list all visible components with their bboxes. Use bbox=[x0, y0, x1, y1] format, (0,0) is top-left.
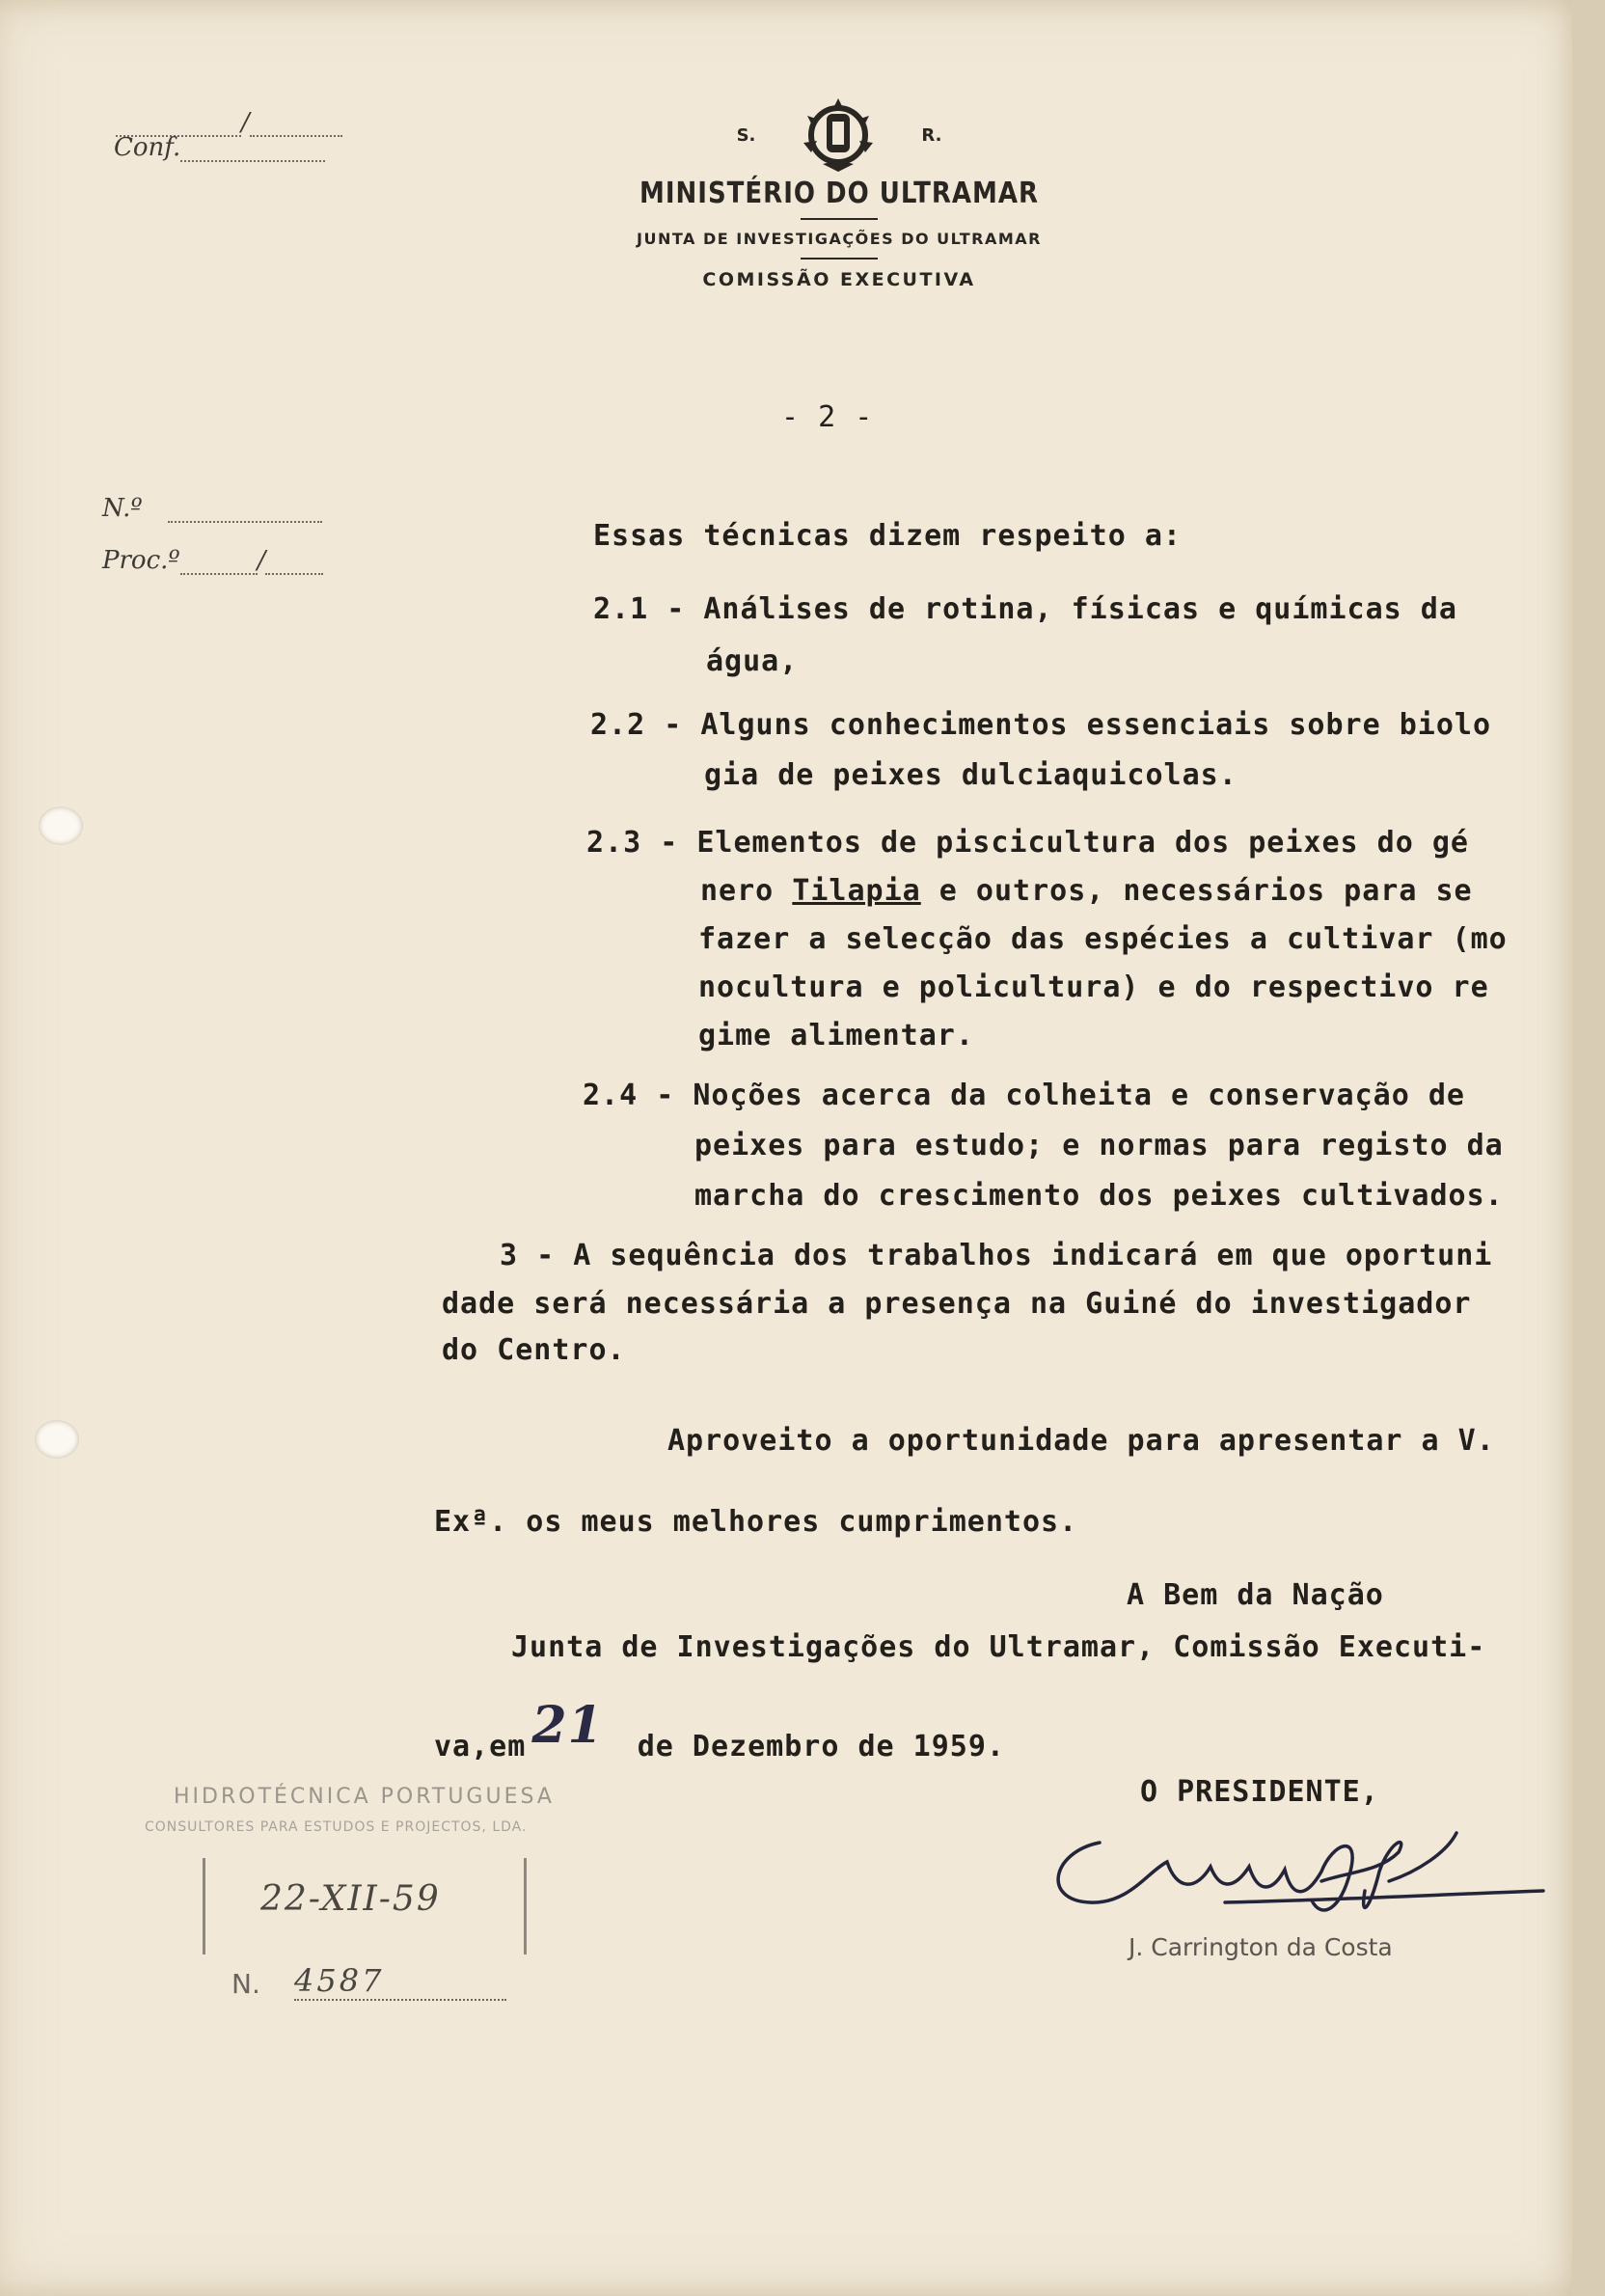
signatory-name: J. Carrington da Costa bbox=[1129, 1933, 1393, 1961]
divider bbox=[801, 258, 878, 260]
numero-field bbox=[102, 494, 322, 523]
item-2-2-line: gia de peixes dulciaquicolas. bbox=[704, 758, 1238, 792]
received-stamp bbox=[145, 1785, 598, 2016]
page-number: - 2 - bbox=[781, 400, 874, 434]
punch-hole bbox=[39, 806, 83, 845]
item-2-4-line: 2.4 - Noções acerca da colheita e conservação de bbox=[583, 1079, 1465, 1112]
salutation: A Bem da Nação bbox=[1127, 1578, 1384, 1612]
page-edge bbox=[1572, 0, 1605, 2296]
item-3-line: dade será necessária a presença na Guiné do investigador bbox=[442, 1287, 1472, 1321]
proc-label: Proc.º bbox=[102, 546, 180, 575]
conf-label: Conf. bbox=[114, 133, 181, 162]
stamp-company: HIDROTÉCNICA PORTUGUESA bbox=[174, 1785, 555, 1809]
letterhead bbox=[598, 96, 1080, 290]
comissao-name: COMISSÃO EXECUTIVA bbox=[702, 269, 976, 290]
item-2-4-line: marcha do crescimento dos peixes cultivados. bbox=[694, 1179, 1504, 1213]
stamp-date: 22-XII-59 bbox=[260, 1879, 441, 1919]
item-3-line: do Centro. bbox=[442, 1333, 626, 1367]
junta-name: JUNTA DE INVESTIGAÇÕES DO ULTRAMAR bbox=[637, 230, 1042, 248]
closing-line: Exª. os meus melhores cumprimentos. bbox=[434, 1505, 1078, 1539]
item-2-3-line: fazer a selecção das espécies a cultivar (mo bbox=[698, 922, 1508, 956]
item-2-2-line: 2.2 - Alguns conhecimentos essenciais sobre biolo bbox=[590, 708, 1492, 742]
letterhead-left-letter: S. bbox=[736, 124, 756, 146]
item-2-3-line: 2.3 - Elementos de piscicultura dos peixes do gé bbox=[586, 826, 1469, 860]
president-title: O PRESIDENTE, bbox=[1140, 1775, 1379, 1809]
numero-label: N.º bbox=[102, 494, 143, 523]
text-span: e outros, necessários para se bbox=[920, 874, 1473, 908]
stamp-number: 4587 bbox=[294, 1962, 506, 2001]
intro-line: Essas técnicas dizem respeito a: bbox=[593, 519, 1182, 553]
stamp-subtitle: CONSULTORES PARA ESTUDOS E PROJECTOS, LDA. bbox=[145, 1819, 528, 1835]
place-line: Junta de Investigações do Ultramar, Comissão Executi- bbox=[511, 1630, 1486, 1664]
text-span: va,em bbox=[434, 1730, 527, 1763]
date-field: / bbox=[116, 108, 342, 137]
conf-field bbox=[114, 133, 325, 162]
place-line bbox=[434, 1696, 1005, 1768]
closing-line: Aproveito a oportunidade para apresentar a V. bbox=[667, 1424, 1495, 1458]
proc-field: Proc.º / bbox=[102, 546, 323, 575]
punch-hole bbox=[35, 1420, 79, 1459]
text-span: nero bbox=[700, 874, 793, 908]
text-span: de Dezembro de 1959. bbox=[618, 1730, 1005, 1763]
stamp-number-label: N. bbox=[231, 1968, 260, 2000]
divider bbox=[801, 218, 878, 220]
item-2-3-line: nocultura e policultura) e do respectivo re bbox=[698, 970, 1489, 1004]
item-2-4-line: peixes para estudo; e normas para registo da bbox=[694, 1129, 1504, 1162]
coat-of-arms-icon bbox=[794, 96, 883, 174]
item-2-3-line bbox=[700, 874, 1473, 908]
handwritten-day: 21 bbox=[531, 1696, 604, 1755]
ministry-name: MINISTÉRIO DO ULTRAMAR bbox=[639, 177, 1040, 211]
item-2-1-line: 2.1 - Análises de rotina, físicas e químicas da bbox=[593, 592, 1457, 626]
item-2-1-line: água, bbox=[706, 644, 799, 678]
signature-scribble bbox=[1032, 1814, 1553, 1929]
item-2-3-line: gime alimentar. bbox=[698, 1019, 974, 1052]
genus-tilapia: Tilapia bbox=[792, 874, 921, 908]
item-3-line: 3 - A sequência dos trabalhos indicará em que oportuni bbox=[500, 1239, 1493, 1272]
letterhead-right-letter: R. bbox=[921, 124, 942, 146]
